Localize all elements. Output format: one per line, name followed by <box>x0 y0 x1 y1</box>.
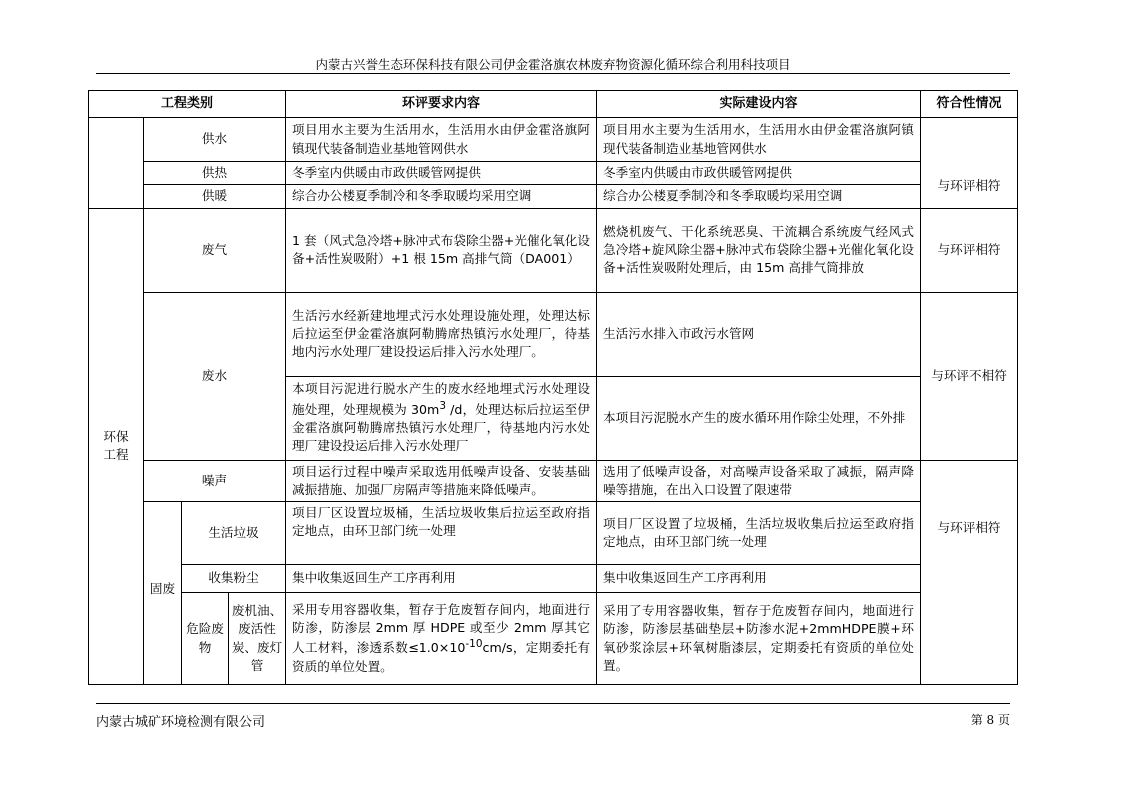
compliance-solid-waste: 与环评相符 <box>921 460 1018 685</box>
col-header-compliance: 符合性情况 <box>921 91 1018 118</box>
env-protection-label: 环保工程 <box>89 208 144 685</box>
actual-heating: 综合办公楼夏季制冷和冬季取暖均采用空调 <box>597 185 921 208</box>
requirement-exhaust: 1 套（风式急冷塔+脉冲式布袋除尘器+光催化氧化设备+活性炭吸附）+1 根 15m 高排气筒（DA001） <box>286 208 597 292</box>
compliance-wastewater: 与环评不相符 <box>921 292 1018 460</box>
row-label-water-supply: 供水 <box>144 118 286 162</box>
compliance-utilities: 与环评相符 <box>921 118 1018 209</box>
row-label-wastewater: 废水 <box>144 292 286 460</box>
actual-exhaust: 燃烧机废气、干化系统恶臭、干流耦合系统废气经风式急冷塔+旋风除尘器+脉冲式布袋除尘器+光催化氧化设备+活性炭吸附处理后，由 15m 高排气筒排放 <box>597 208 921 292</box>
compliance-table <box>88 90 1018 685</box>
actual-domestic-waste: 项目厂区设置了垃圾桶，生活垃圾收集后拉运至政府指定地点，由环卫部门统一处理 <box>597 502 921 565</box>
row-label-noise: 噪声 <box>144 460 286 502</box>
actual-noise: 选用了低噪声设备，对高噪声设备采取了减振，隔声降噪等措施，在出入口设置了限速带 <box>597 460 921 502</box>
table-row <box>89 118 1018 162</box>
table-header-row <box>89 91 1018 118</box>
actual-dust: 集中收集返回生产工序再利用 <box>597 565 921 593</box>
requirement-hazardous: 采用专用容器收集，暂存于危废暂存间内，地面进行防渗，防渗层 2mm 厚 HDPE 或至少 2mm 厚其它人工材料，渗透系数$\le 1.0\times 10^{-10}cm/s$，定期委托有资质的单位处置。 <box>286 593 597 685</box>
table-row <box>89 162 1018 185</box>
row-label-heat-supply: 供热 <box>144 162 286 185</box>
requirement-domestic-waste: 项目厂区设置垃圾桶，生活垃圾收集后拉运至政府指定地点，由环卫部门统一处理 <box>286 502 597 565</box>
requirement-heating: 综合办公楼夏季制冷和冬季取暖均采用空调 <box>286 185 597 208</box>
requirement-noise: 项目运行过程中噪声采取选用低噪声设备、安装基础减振措施、加强厂房隔声等措施来降低噪声。 <box>286 460 597 502</box>
col-header-actual: 实际建设内容 <box>597 91 921 118</box>
requirement-water-supply: 项目用水主要为生活用水，生活用水由伊金霍洛旗阿镇现代装备制造业基地管网供水 <box>286 118 597 162</box>
table-row <box>89 593 1018 685</box>
page-header-title: 内蒙古兴誉生态环保科技有限公司伊金霍洛旗农林废弃物资源化循环综合利用科技项目 <box>315 57 791 72</box>
footer-rule <box>96 703 1010 704</box>
requirement-dust: 集中收集返回生产工序再利用 <box>286 565 597 593</box>
solid-waste-label: 固废 <box>144 502 182 685</box>
row-label-dust: 收集粉尘 <box>182 565 286 593</box>
actual-wastewater-2: 本项目污泥脱水产生的废水循环用作除尘处理，不外排 <box>597 376 921 460</box>
utilities-group-cell <box>89 118 144 209</box>
header-rule <box>96 73 1010 74</box>
row-label-exhaust: 废气 <box>144 208 286 292</box>
requirement-heat-supply: 冬季室内供暖由市政供暖管网提供 <box>286 162 597 185</box>
requirement-wastewater-1: 生活污水经新建地埋式污水处理设施处理，处理达标后拉运至伊金霍洛旗阿勒腾席热镇污水处理厂，待基地内污水处理厂建设投运后排入污水处理厂。 <box>286 292 597 376</box>
hazardous-items: 废机油、废活性炭、废灯管 <box>229 593 286 685</box>
table-row <box>89 502 1018 565</box>
table-row <box>89 565 1018 593</box>
table-row <box>89 292 1018 376</box>
actual-water-supply: 项目用水主要为生活用水，生活用水由伊金霍洛旗阿镇现代装备制造业基地管网供水 <box>597 118 921 162</box>
table-row <box>89 185 1018 208</box>
row-label-hazardous: 危险废物 <box>182 593 229 685</box>
table-row <box>89 208 1018 292</box>
actual-heat-supply: 冬季室内供暖由市政供暖管网提供 <box>597 162 921 185</box>
compliance-exhaust: 与环评相符 <box>921 208 1018 292</box>
footer-company: 内蒙古城矿环境检测有限公司 <box>96 715 266 730</box>
row-label-domestic-waste: 生活垃圾 <box>182 502 286 565</box>
actual-wastewater-1: 生活污水排入市政污水管网 <box>597 292 921 376</box>
col-header-requirement: 环评要求内容 <box>286 91 597 118</box>
actual-hazardous: 采用了专用容器收集，暂存于危废暂存间内，地面进行防渗，防渗层基础垫层+防渗水泥+2mmHDPE膜+环氧砂浆涂层+环氧树脂漆层，定期委托有资质的单位处置。 <box>597 593 921 685</box>
requirement-wastewater-2: 本项目污泥进行脱水产生的废水经地埋式污水处理设施处理，处理规模为 $30m^3$ /d，处理达标后拉运至伊金霍洛旗阿勒腾席热镇污水处理厂，待基地内污水处理厂建设投运后排入污水处理厂 <box>286 376 597 460</box>
col-header-category: 工程类别 <box>89 91 286 118</box>
row-label-heating: 供暖 <box>144 185 286 208</box>
page-number: 第 8 页 <box>970 713 1010 727</box>
table-row <box>89 460 1018 502</box>
